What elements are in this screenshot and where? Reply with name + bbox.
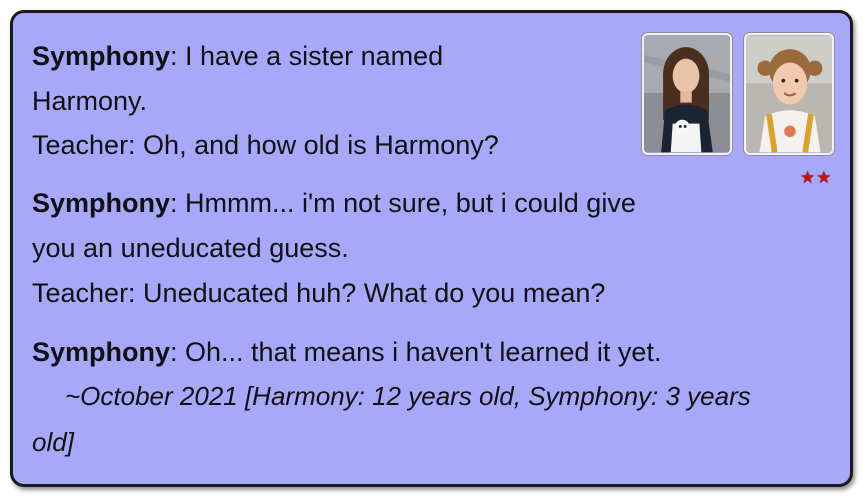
teacher-line: Teacher: Uneducated huh? What do you mean? [32, 278, 606, 308]
dialogue-line: you an uneducated guess. [32, 233, 349, 263]
speaker-name: Symphony [32, 41, 171, 71]
dialogue-text: : I have a sister named [170, 41, 444, 71]
teacher-line: Teacher: Oh, and how old is Harmony? [32, 130, 499, 160]
quote-card [10, 10, 853, 487]
photo-symphony [744, 33, 834, 155]
portrait-image [746, 35, 832, 153]
dialogue-line [32, 40, 443, 72]
rating-stars: ★★ [800, 168, 833, 187]
photo-harmony [642, 33, 732, 155]
dialogue-text: : Oh... that means i haven't learned it yet. [170, 337, 662, 367]
date-caption-continued: old] [32, 427, 74, 457]
dialogue-line [32, 187, 636, 219]
speaker-name: Symphony [32, 337, 171, 367]
dialogue-line: Harmony. [32, 86, 148, 116]
speaker-name: Symphony [32, 188, 171, 218]
date-caption: ~October 2021 [Harmony: 12 years old, Symphony: 3 years [65, 381, 751, 411]
portrait-image [644, 35, 730, 153]
dialogue-text: : Hmmm... i'm not sure, but i could give [170, 188, 636, 218]
dialogue-line [32, 336, 661, 368]
